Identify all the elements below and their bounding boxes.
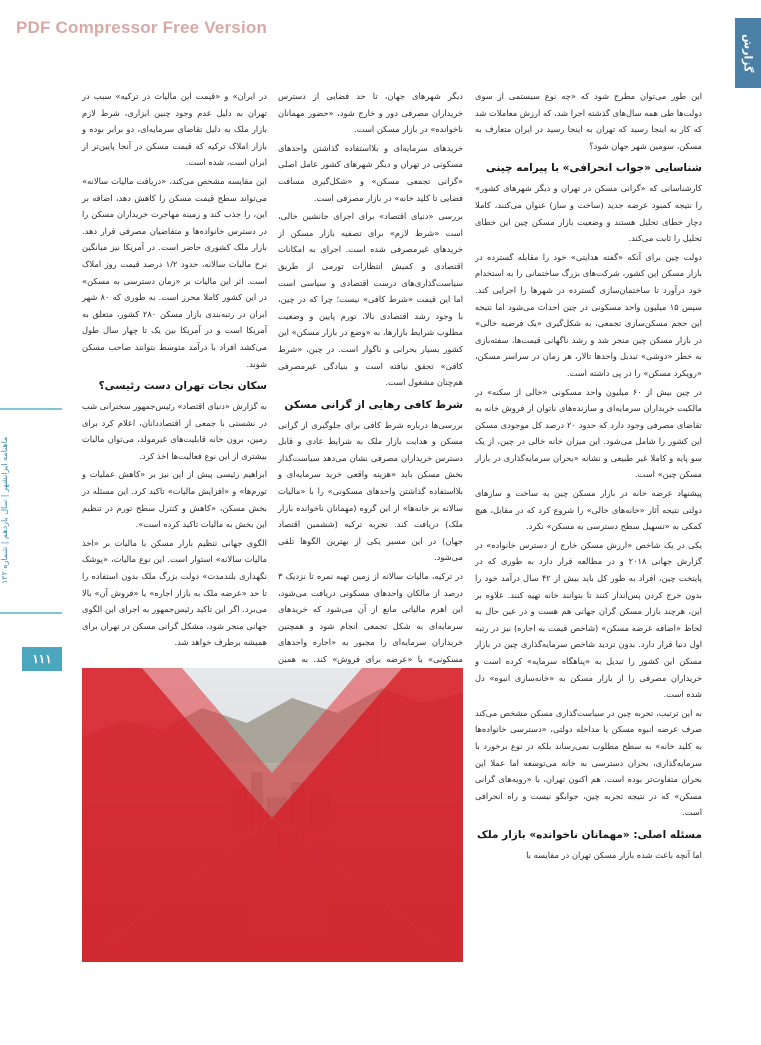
article-paragraph: بررسی‌ها درباره شرط کافی برای جلوگیری از گرانی مسکن و هدایت بازار ملک به شرایط عادی و قابل دسترس خریداران مصرفی نشان می‌دهد سیاست‌گذار بخش مسکن باید «هزینه واقعی خرید سرمایه‌ای و بلااستفاده گذاشتن واحدهای مسکونی» را با «مالیات سالانه بر خانه‌ها» از این گروه (مهمانان ناخوانده بازار ملک) دریافت کند. تجربه ترکیه (ششمین اقتصاد جهان) در این مسیر یکی از بهترین الگوها تلقی می‌شود. (278, 419, 463, 563)
article-paragraph: اما آنچه باعث شده بازار مسکن تهران در مقایسه با (526, 849, 702, 860)
article-subheading: شرط کافی رهایی از گرانی مسکن (284, 398, 463, 411)
pdf-compressor-watermark: PDF Compressor Free Version (16, 18, 268, 37)
article-paragraph: به این ترتیب، تجربه چین در سیاست‌گذاری مسکن مشخص می‌کند صرف عرضه انبوه مسکن یا مداخله دولتی، «دسترسی خانواده‌ها به کلید خانه» به سطح مطلوب نمی‌رساند بلکه در نوع برخورد با سرمایه‌گذاری، بحران دسترسی به خانه می‌توسعه اما عملا این بحران متفاوت‌تر بوده است. هم اکنون تهران، با «رویه‌های گرانی مسکن» که در نتیجه تجربه چین، جوابگو نیست و راه انحرافی است. (475, 707, 702, 818)
article-paragraph: در چین بیش از ۶۰ میلیون واحد مسکونی «خالی از سکنه» در مالکیت خریداران سرمایه‌ای و سازنده‌های ناتوان از فروش خانه به تقاضای مصرفی وجود دارد که حدود ۲۰ درصد کل موجودی مسکن این کشور را شامل می‌شود. این میزان خانه خالی در چین، از یک سو پایه و کاملا غیر طبیعی و نشانه «بحران سرمایه‌گذاری در بازار مسکن چین» است. (475, 386, 703, 480)
article-paragraph: در ایران» و «قیمت این مالیات در ترکیه» سبب در تهران به دلیل عدم وجود چنین ابزاری، شرط لازم بازار ملک به دلیل تقاضای سرمایه‌ای، دو برابر بوده و بازار املاک ترکیه که قیمت مسکن در آنجا پایین‌تر از ایران است، شده است. (82, 91, 267, 168)
article-paragraph: این مقایسه مشخص می‌کند، «دریافت مالیات سالانه» می‌تواند سطح قیمت مسکن را کاهش دهد، اضافه بر این، را جذب کند و زمینه مهاجرت خریداران مسکن را در دسترس خانواده‌ها و متقاضیان مصرفی قرار دهد. بازار ملک کشوری حاضر است. در آمریکا نیز میانگین نرخ مالیات سالانه، حدود ۱/۲ درصد قیمت روز املاک است. اثر این مالیات بر «زمان دسترسی به مسکن» در این کشور کاملا محرز است. به طوری که ۸۰ شهر ایران در رتبه‌بندی بازار مسکن ۲۸۰ کشور، متعلق به آمریکا است و در آمریکا بین یک تا چهار سال طول می‌کشد افراد با درآمد متوسط بتوانند صاحب مسکن شوند. (82, 175, 267, 369)
article-paragraph: دیگر شهرهای جهان، تا حد فضایی از دسترس خریداران مصرفی دور و خارج شود، «حضور مهمانان ناخوانده» در بازار مسکن است. (278, 91, 463, 135)
article-paragraph: در ترکیه، مالیات سالانه از زمین تهیه نمره تا نزدیک ۳ درصد از مالکان واحدهای مسکونی دریافت می‌شود، این اهرم مالیاتی مانع از آن می‌شود که خریدهای سرمایه‌ای به شکل تجمعی انجام شود و همچنین خریداران سرمایه‌ای را مجبور به «اجاره واحدهای مسکونی» یا «عرضه برای فروش» کند. به همین (278, 571, 463, 664)
article-paragraph: این طور می‌توان مطرح شود که «چه نوع سیستمی از سوی دولت‌ها طی همه سال‌های گذشته اجرا شد، که ارزش معاملات شد که کار به اینجا رسید که تهران به اینجا رسید در ایران متعارف به مسکن، سومین شهر جهان شود؟ (475, 91, 702, 151)
section-tab: گزارش (735, 18, 761, 88)
page-number: ۱۱۱ (22, 647, 62, 671)
article-paragraph: کارشناسانی که «گرانی مسکن در تهران و دیگر شهرهای کشور» را نتیجه کمبود عرضه جدید (ساخت و ساز) عنوان می‌کنند، کاملا دچار خطای تحلیل هستند و وضعیت بازار مسکن چین این خطای تحلیل را ثابت می‌کند. (475, 183, 702, 244)
article-paragraph: ابراهیم رئیسی پیش از این نیز بر «کاهش عملیات و تورم‌ها» و «افزایش مالیات» تاکید کرد. این مسئله در بخش مسکن، «کاهش و کنترل سطح تورم در تنظیم این بخش به مالیات تاکید کرده است». (82, 469, 267, 530)
article-paragraph: الگوی جهانی تنظیم بازار مسکن با مالیات بر «اخذ مالیات سالانه» استوار است. این نوع مالیات، «پوشک نگهداری بلندمدت» دولت بزرگ ملک بدون استفاده را تا حد «عرضه ملک به بازار اجاره» یا «فروش آن» بالا می‌برد. اگر این تاکید رئیس‌جمهور به اجرای این الگوی جهانی منجر شود، مشکل گرانی مسکن در تهران برای همیشه برطرف خواهد شد. (82, 537, 267, 648)
article-column-middle (278, 88, 463, 664)
article-subheading: شناسایی «جواب انحرافی» با پیرامه چینی (485, 162, 702, 175)
article-column-left (82, 88, 267, 658)
article-photo-tehran-skyline (82, 668, 463, 962)
side-rule-bottom (0, 612, 62, 614)
side-rule-top (0, 408, 62, 410)
article-subheading: مسئله اصلی: «مهمانان ناخوانده» بازار ملک (476, 828, 702, 841)
article-paragraph: خریدهای سرمایه‌ای و بلااستفاده گذاشتن واحدهای مسکونی در تهران و دیگر شهرهای کشور عامل اصلی «گرانی تجمعی مسکن» و «شکل‌گیری مسافت فضایی تا کلید خانه» در بازار مصرفی است. (278, 142, 463, 203)
article-paragraph: بررسی «دنیای اقتصاد» برای اجرای جانشین خالی، است «شرط لازم» برای تصفیه بازار مسکن از خریدهای غیرمصرفی شده است. اجرای به امکانات اقتصادی و کمیش انتظارات تورمی از طریق سیاست‌گذاری‌های درست اقتصادی و سیاسی است اما این قیمت «شرط کافی» نیست؛ چرا که در چین، با وجود رشد اقتصادی بالا، تورم پایین و وضعیت مطلوب شرایط بازارها، به «وضع در بازار مسکن» این کشور بسیار بحرانی و ناگوار است. در چین، «شرط کافی» تحقق نیافته است و بنیادگی غیرمصرفی هم‌چنان مشغول است. (278, 211, 463, 388)
article-column-right (475, 88, 702, 982)
article-paragraph: به گزارش «دنیای اقتصاد» رئیس‌جمهور سخنرانی شب در نشستی با جمعی از اقتصاددانان، اعلام کرد برای زمین، برون خانه قابلیت‌های غیرمولد، می‌توان مالیات بیشتری از این نوع فعالیت‌ها اخذ کرد. (82, 401, 267, 461)
article-paragraph: پیشنهاد عرضه خانه در بازار مسکن چین به ساخت و سازهای دولتی نتیجه آثار «خانه‌های خالی» را شروع کرد که در مقابل، هیچ کمکی به «تسهیل سطح دسترسی به مسکن» نکرد. (475, 488, 702, 532)
article-subheading: سکان نجات تهران دست رئیسی؟ (98, 380, 267, 393)
magazine-side-caption: ماهنامه ایرانشهر | سال یازدهم | شماره ۱۲۲ (0, 436, 9, 584)
photo-illustration (82, 668, 463, 962)
article-paragraph: دولت چین برای آنکه «گفته هدایتی» خود را مقابله گسترده در بازار مسکن این کشور، شرکت‌های بزرگ ساختمانی را به استخدام خود درآورد تا ساختمان‌سازی گسترده در شهرها را اجرایی کند. سپس ۱۵ میلیون واحد مسکونی در چین احداث می‌شود اما نتیجه این حجم مسکن‌سازی تجمعی، به شکل‌گیری «یک فرضیه خالی» در بازار مسکن چین منجر شد و رشد ناگهانی قیمت‌ها، سفته‌بازی به خطر «دوشی» تبدیل واحدها تالار، هر زمان در سراسر مسکن، «رویکرد مسکن» را در پی داشته است. (475, 251, 703, 378)
article-paragraph: یکی در یک شاخص «ارزش مسکن خارج از دسترس خانواده» در گزارش جهانی ۲۰۱۸ و در مطالعه قرار دارد به طوری که در پایتخت چین، افراد به طور کل باید بیش از ۴۲ سال درآمد خود را بدون خرج کردن پس‌انداز کنند تا بتوانند خانه تهیه کنند. علاوه بر این، هرچند بازار مسکن گران جهانی هم هست و در عین حال به لحاظ «اضافه عرضه مسکن» (شاخص قیمت به اجاره) نیز در رتبه اول دنیا قرار دارد. بدون تردید شاخص سرمایه‌گذاری چین در بازار مسکن این کشور را تبدیل به «پناهگاه سرمایه» کرده است و خریداران مصرفی را از بازار مسکن به «خانه‌سازی انبوه» دل شده است. (475, 539, 702, 700)
